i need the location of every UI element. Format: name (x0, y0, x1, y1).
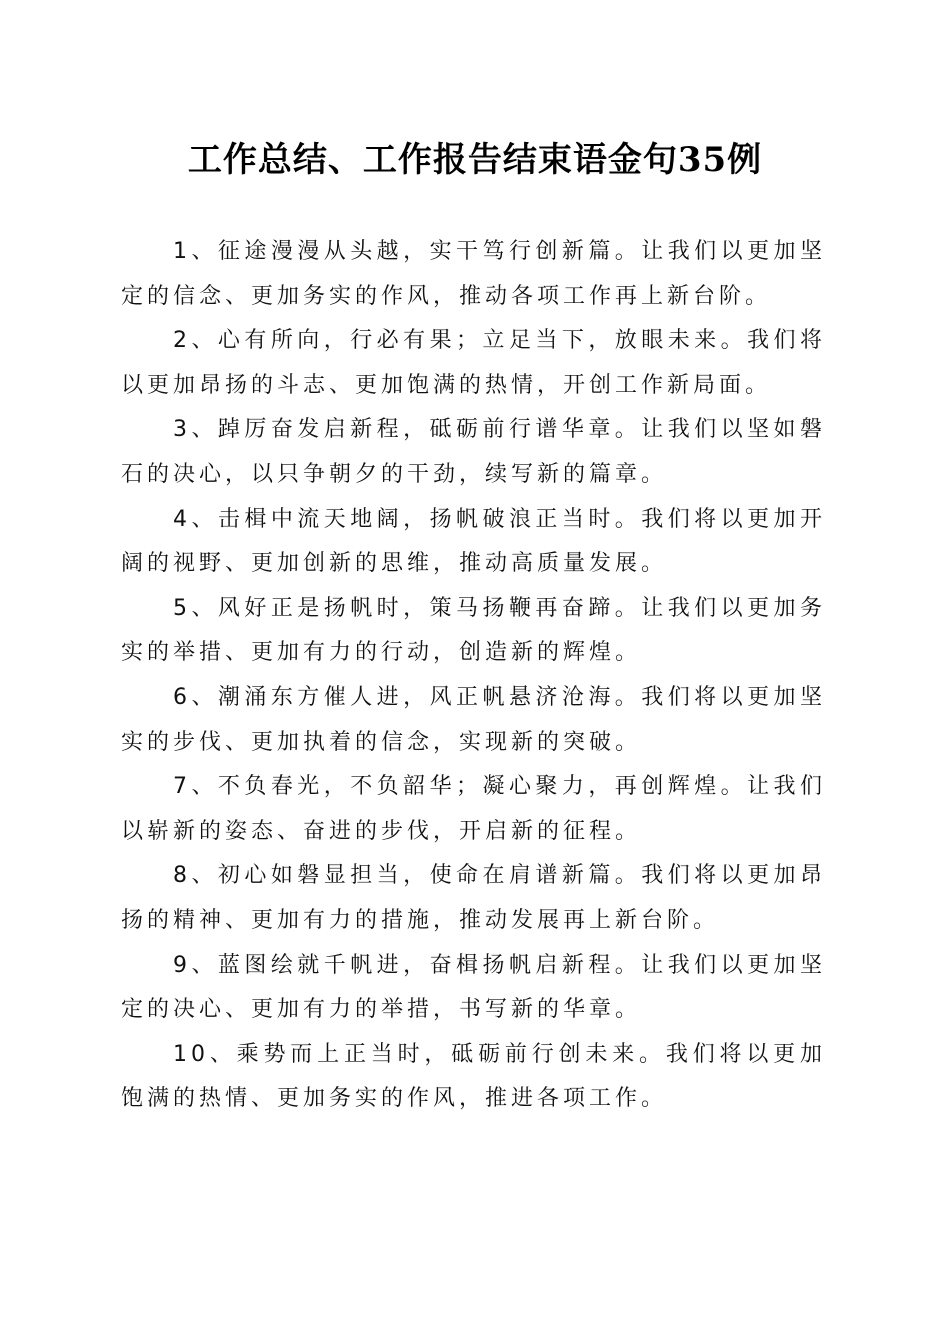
document-title: 工作总结、工作报告结束语金句35例 (187, 140, 763, 180)
paragraph-2: 2、心有所向，行必有果；立足当下，放眼未来。我们将以更加昂扬的斗志、更加饱满的热情，开创工作新局面。 (121, 328, 826, 398)
paragraph-4: 4、击楫中流天地阔，扬帆破浪正当时。我们将以更加开阔的视野、更加创新的思维，推动高质量发展。 (121, 506, 826, 577)
document-body (121, 230, 826, 1122)
paragraph-3: 3、踔厉奋发启新程，砥砺前行谱华章。让我们以坚如磐石的决心，以只争朝夕的干劲，续写新的篇章。 (121, 417, 826, 487)
paragraph-7: 7、不负春光，不负韶华；凝心聚力，再创辉煌。让我们以崭新的姿态、奋进的步伐，开启新的征程。 (121, 774, 826, 844)
paragraph-8: 8、初心如磐显担当，使命在肩谱新篇。我们将以更加昂扬的精神、更加有力的措施，推动发展再上新台阶。 (121, 863, 826, 933)
paragraph-5: 5、风好正是扬帆时，策马扬鞭再奋蹄。让我们以更加务实的举措、更加有力的行动，创造新的辉煌。 (121, 595, 826, 666)
paragraph-9: 9、蓝图绘就千帆进，奋楫扬帆启新程。让我们以更加坚定的决心、更加有力的举措，书写新的华章。 (121, 952, 826, 1023)
paragraph-1: 1、征途漫漫从头越，实干笃行创新篇。让我们以更加坚定的信念、更加务实的作风，推动各项工作再上新台阶。 (121, 239, 826, 309)
paragraph-6: 6、潮涌东方催人进，风正帆悬济沧海。我们将以更加坚实的步伐、更加执着的信念，实现新的突破。 (121, 684, 826, 755)
paragraph-10: 10、乘势而上正当时，砥砺前行创未来。我们将以更加饱满的热情、更加务实的作风，推进各项工作。 (121, 1041, 826, 1112)
